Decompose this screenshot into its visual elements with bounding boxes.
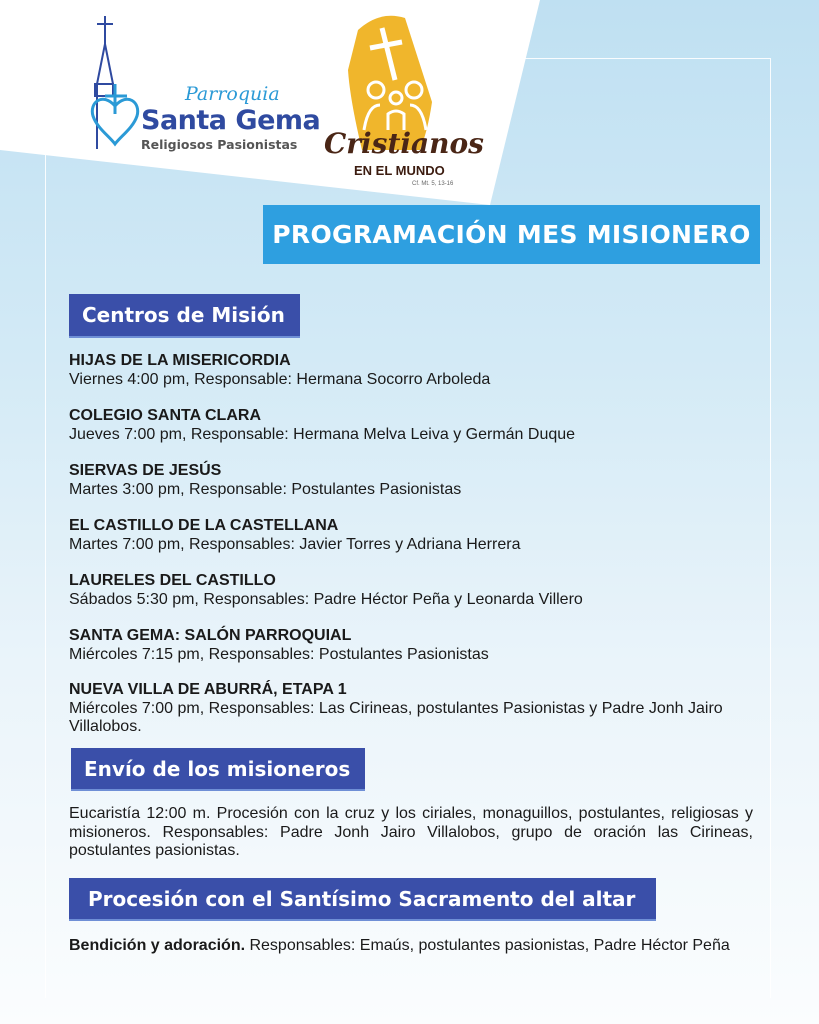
section-heading-envio: Envío de los misioneros (71, 748, 365, 791)
item-name: LAURELES DEL CASTILLO (69, 572, 276, 589)
item-detail: Sábados 5:30 pm, Responsables: Padre Héctor Peña y Leonarda Villero (69, 590, 583, 608)
envio-text: Eucaristía 12:00 m. Procesión con la cruz y los ciriales, monaguillos, postulantes, religiosas y misioneros. Responsables: Padre Jonh Jairo Villalobos, grupo de oración las Cirineas, postulantes pasionistas. (69, 805, 753, 859)
item-detail: Martes 7:00 pm, Responsables: Javier Torres y Adriana Herrera (69, 535, 521, 553)
section-heading-centros: Centros de Misión (69, 294, 300, 338)
item-name: EL CASTILLO DE LA CASTELLANA (69, 517, 339, 534)
list-item (69, 517, 759, 554)
item-detail: Miércoles 7:15 pm, Responsables: Postulantes Pasionistas (69, 645, 489, 663)
page-title: PROGRAMACIÓN MES MISIONERO (263, 205, 760, 264)
item-detail: Viernes 4:00 pm, Responsable: Hermana Socorro Arboleda (69, 370, 491, 388)
parish-name: Santa Gema (141, 105, 321, 136)
item-name: HIJAS DE LA MISERICORDIA (69, 352, 291, 369)
item-name: SANTA GEMA: SALÓN PARROQUIAL (69, 627, 352, 644)
item-detail: Jueves 7:00 pm, Responsable: Hermana Melva Leiva y Germán Duque (69, 425, 576, 443)
item-detail: Martes 3:00 pm, Responsable: Postulantes Pasionistas (69, 480, 462, 498)
procesion-text (69, 937, 759, 956)
parish-logo (85, 14, 321, 154)
parish-script-text: Parroquia (185, 83, 280, 105)
list-item (69, 681, 759, 737)
item-name: NUEVA VILLA DE ABURRÁ, ETAPA 1 (69, 681, 347, 698)
campaign-reference: Cf. Mt. 5, 13-16 (412, 181, 454, 187)
procesion-detail: Responsables: Emaús, postulantes pasionistas, Padre Héctor Peña (245, 937, 730, 954)
campaign-logo (320, 10, 484, 190)
list-item (69, 572, 759, 609)
list-item (69, 627, 759, 664)
parish-subtitle: Religiosos Pasionistas (141, 137, 298, 152)
item-name: COLEGIO SANTA CLARA (69, 407, 261, 424)
item-name: SIERVAS DE JESÚS (69, 462, 222, 479)
campaign-script-text: Cristianos (324, 127, 484, 160)
campaign-subtitle: EN EL MUNDO (354, 163, 445, 178)
list-item (69, 407, 759, 444)
list-item (69, 462, 759, 499)
list-item (69, 352, 759, 389)
item-detail: Miércoles 7:00 pm, Responsables: Las Cirineas, postulantes Pasionistas y Padre Jonh Jairo Villalobos. (69, 699, 723, 735)
section-heading-procesion: Procesión con el Santísimo Sacramento del altar (69, 878, 656, 921)
procesion-bold: Bendición y adoración. (69, 937, 246, 954)
